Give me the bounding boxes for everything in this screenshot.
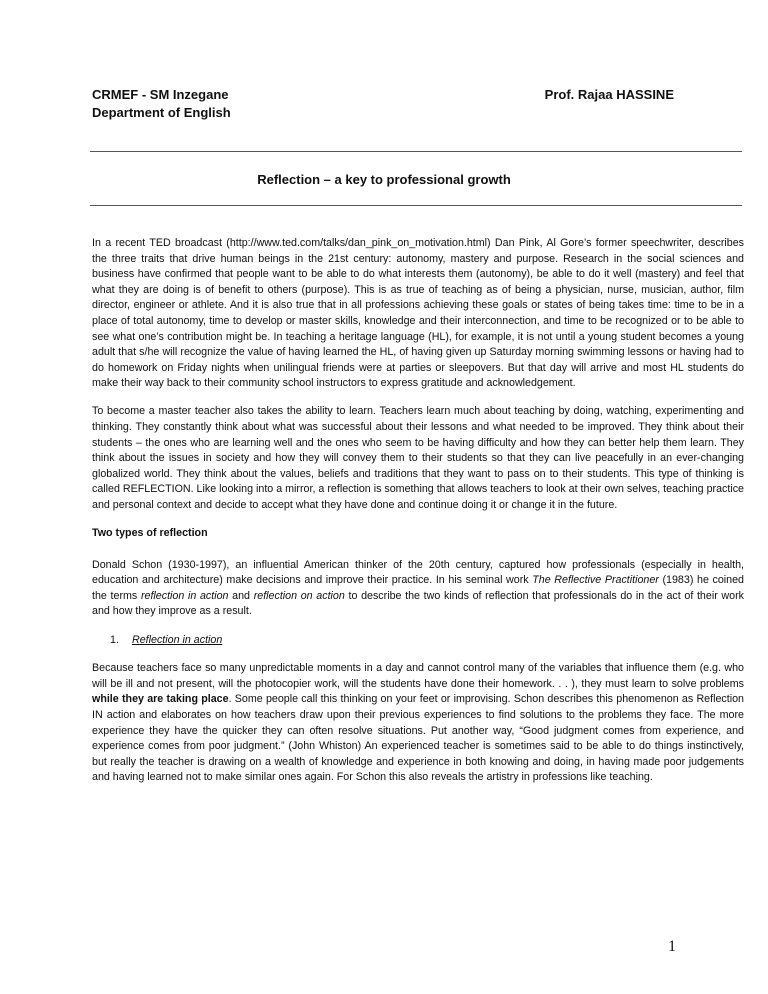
text-run: and <box>228 589 254 602</box>
department-name: Department of English <box>92 105 231 120</box>
section-heading: Two types of reflection <box>92 527 208 540</box>
paragraph-schon <box>92 558 744 620</box>
author-name: Prof. Rajaa HASSINE <box>544 87 674 102</box>
bold-phrase: while they are taking place <box>92 693 229 706</box>
list-number: 1. <box>110 633 119 646</box>
list-label: Reflection in action <box>132 633 223 646</box>
top-divider <box>90 151 742 152</box>
paragraph-intro: In a recent TED broadcast (http://www.ted.com/talks/dan_pink_on_motivation.html) Dan Pink, Al Gore’s former speechwriter, describes the three traits that drive human beings in the 21st century: autonomy, mastery and purpose. Research in the social sciences and business have confirmed that people want to be able to do what interests them (autonomy), be able to do it well (mastery) and feel that what they are doing is of benefit to others (purpose). This is as true of teaching as of being a physician, nurse, musician, author, film director, engineer or athlete. And it is also true that in all professions achieving these goals or states of being takes time: time to be in a place of total autonomy, time to develop or master skills, knowledge and their interconnection, and time to be recognized or to be able to see what one’s contribution might be. In teaching a heritage language (HL), for example, it is not until a young student becomes a young adult that s/he will recognize the value of having learned the HL, of having given up Saturday morning swimming lessons or having had to do homework on Friday nights when unilingual friends were at parties or sleepovers. But that day will arrive and most HL students do make their way back to their community school instructors to express gratitude and acknowledgement. <box>92 237 744 390</box>
paragraph-reflection-in-action <box>92 661 744 786</box>
term-reflection-on-action: reflection on action <box>253 589 345 602</box>
header-left <box>92 86 231 122</box>
document-body <box>92 236 744 798</box>
book-title: The Reflective Practitioner <box>532 574 659 587</box>
text-run: Donald Schon (1930-1997), an influential American thinker of the 20th century, captured how professionals (especially in health, education and architecture) make decisions and improve their practice. In his seminal work <box>92 558 744 587</box>
text-run: Because teachers face so many unpredictable moments in a day and cannot control many of the variables that influence them (e.g. who will be ill and not present, will the photocopier work, will the students have done their homework. . . ), they must learn to solve problems <box>92 662 744 690</box>
term-reflection-in-action: reflection in action <box>140 589 229 602</box>
title-divider <box>90 205 742 206</box>
text-run: (1983) he coined the terms <box>92 574 744 602</box>
page-number: 1 <box>668 938 676 955</box>
document-title: Reflection – a key to professional growth <box>257 172 511 187</box>
text-run: . Some people call this thinking on your feet or improvising. Schon describes this phenomenon as Reflection IN action and elaborates on how teachers draw upon their previous experiences to find solutions to the problems they face. The more experience they have the quicker they can often resolve situations. Put another way, “Good judgment comes from experience, and experience comes from poor judgment.” (John Whiston) An experienced teacher is sometimes said to be able to do things instinctively, but really the teacher is drawing on a wealth of knowledge and experience in both knowing and doing, in having made poor judgements and having learned not to make similar ones again. For Schon this also reveals the artistry in professions like teaching. <box>92 693 744 784</box>
institution-name: CRMEF - SM Inzegane <box>92 87 229 102</box>
paragraph-master-teacher: To become a master teacher also takes the ability to learn. Teachers learn much about teaching by doing, watching, experimenting and thinking. They constantly think about what was successful about their lessons and what needed to be improved. They think about their students – the ones who are learning well and the ones who seem to be having difficulty and how they can better help them learn. They think about the issues in society and how they will convey them to their students so that they can live peacefully in an ever-changing globalized world. They think about the values, beliefs and traditions that they want to pass on to their students. This type of thinking is called REFLECTION. Like looking into a mirror, a reflection is something that allows teachers to look at their own selves, teaching practice and personal context and decide to accept what they have done and continue doing it or change it in the future. <box>92 405 744 511</box>
text-run: to describe the two kinds of reflection that professionals do in the act of their work and how they improve as a result. <box>92 589 744 618</box>
list-item <box>110 633 744 649</box>
